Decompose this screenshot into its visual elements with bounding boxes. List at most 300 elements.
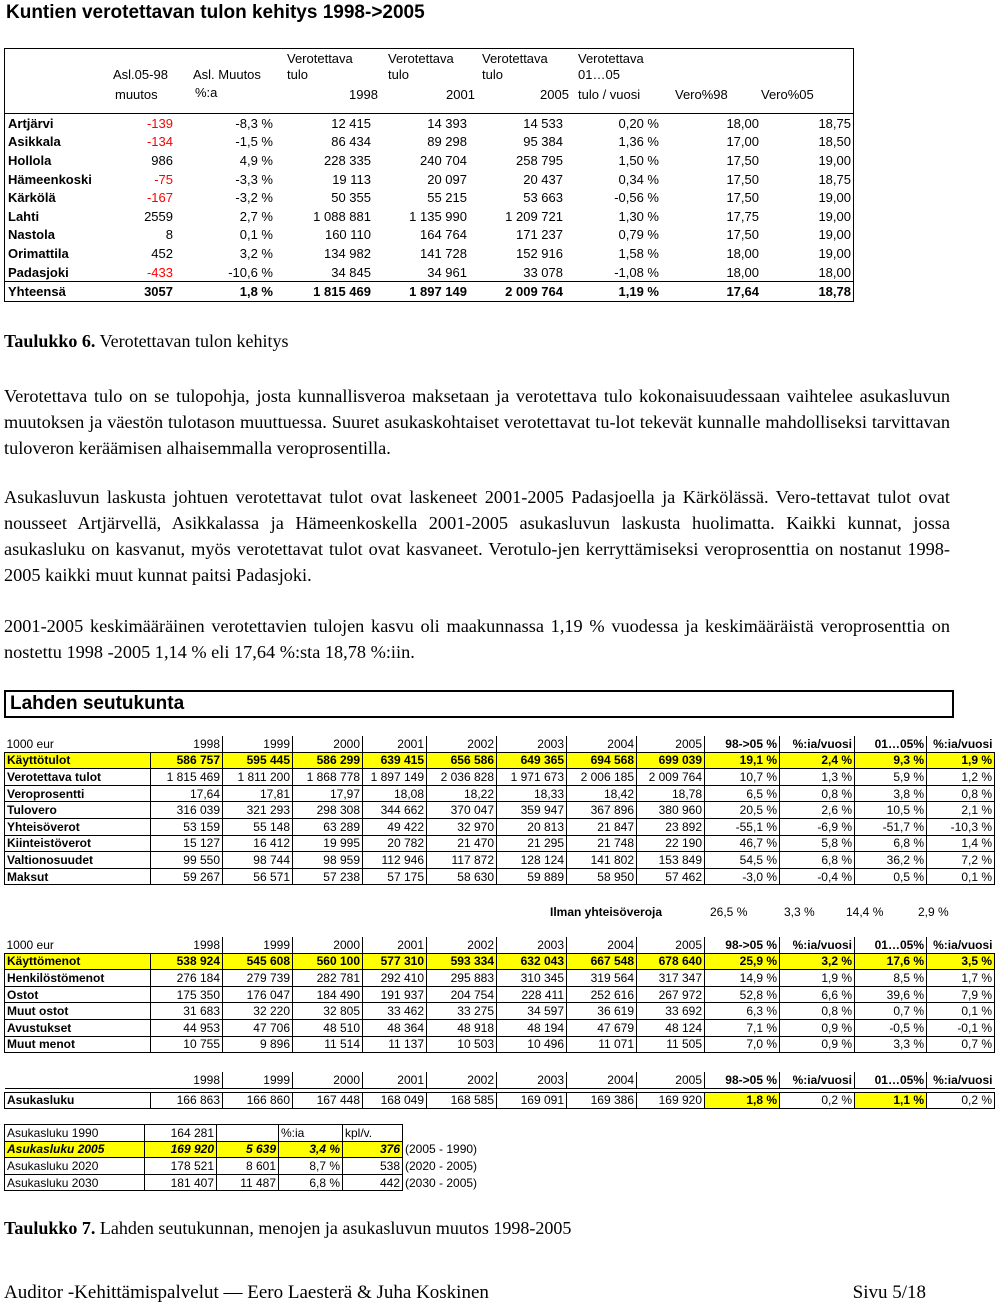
column-header: 2002 xyxy=(427,937,497,953)
table-cell: 1 088 881 xyxy=(313,208,371,224)
table-cell: 20 097 xyxy=(427,171,467,187)
municipality-name: Nastola xyxy=(8,227,55,243)
table-cell: (2005 - 1990) xyxy=(403,1141,497,1158)
table-cell: 252 616 xyxy=(567,986,637,1003)
col-header-asl-change: Asl.05-98 xyxy=(113,67,168,82)
table-cell: 2 006 185 xyxy=(567,769,637,786)
table-cell: 167 448 xyxy=(293,1092,363,1109)
table-cell: 17,00 xyxy=(726,134,759,150)
expense-row xyxy=(5,970,995,987)
table-cell: 2 036 828 xyxy=(427,769,497,786)
table-cell: 1 209 721 xyxy=(505,208,563,224)
column-header: 1999 xyxy=(223,937,293,953)
table-cell: 176 047 xyxy=(223,986,293,1003)
table-cell: 19,00 xyxy=(818,245,851,261)
table-cell: 55 148 xyxy=(223,818,293,835)
table-cell: 6,6 % xyxy=(780,986,855,1003)
table-cell: 164 764 xyxy=(420,227,467,243)
table-cell: 18,42 xyxy=(567,785,637,802)
municipality-row xyxy=(5,207,853,226)
table-cell: 321 293 xyxy=(223,802,293,819)
table-cell: 53 663 xyxy=(523,190,563,206)
table-cell: 33 692 xyxy=(637,1003,705,1020)
footer-authors: Auditor -Kehittämispalvelut — Eero Laesterä & Juha Koskinen xyxy=(4,1282,489,1303)
table-cell: 16 412 xyxy=(223,835,293,852)
table-cell: 656 586 xyxy=(427,752,497,769)
table-cell: 166 863 xyxy=(151,1092,223,1109)
header-row xyxy=(5,937,995,953)
table-cell: -8,3 % xyxy=(235,115,273,131)
table-cell: %:ia xyxy=(279,1125,343,1142)
table-cell: 19,00 xyxy=(818,227,851,243)
table-cell: 99 550 xyxy=(151,852,223,869)
table-cell: 20 813 xyxy=(497,818,567,835)
column-header xyxy=(5,1072,151,1088)
column-header: 1998 xyxy=(151,1072,223,1088)
table-cell: 21 470 xyxy=(427,835,497,852)
column-header: 01…05% xyxy=(855,937,927,953)
table-cell: -0,4 % xyxy=(780,868,855,885)
table-cell: 89 298 xyxy=(427,134,467,150)
table-cell: 59 889 xyxy=(497,868,567,885)
table-cell: 56 571 xyxy=(223,868,293,885)
table-cell: 1 897 149 xyxy=(373,282,469,302)
table-cell: 1,8 % xyxy=(705,1092,780,1109)
table-cell: 1 971 673 xyxy=(497,769,567,786)
table-cell: 152 916 xyxy=(516,245,563,261)
table-cell xyxy=(217,1125,279,1142)
tax-income-table-header: Asl.05-98 muutos Asl. Muutos %:a Verotettava tulo 1998 Verotettava tulo 2001 Verotettava tulo 2005 Verotettava 01…05 tulo / vuosi Vero%98 Vero%05 xyxy=(5,49,853,114)
expenses-table xyxy=(4,937,995,1053)
table-cell: 34 845 xyxy=(331,264,371,280)
expense-row xyxy=(5,1036,995,1053)
table-cell: 442 xyxy=(343,1174,403,1191)
table-cell: 2,4 % xyxy=(780,752,855,769)
table-cell xyxy=(403,1125,497,1142)
table-cell: 1 135 990 xyxy=(409,208,467,224)
table-cell: 32 805 xyxy=(293,1003,363,1020)
footer xyxy=(4,1282,954,1304)
table-cell: 21 748 xyxy=(567,835,637,852)
table-cell: 240 704 xyxy=(420,152,467,168)
table-cell: 11 505 xyxy=(637,1036,705,1053)
table-cell: 678 640 xyxy=(637,953,705,970)
col-header-2005: Verotettava xyxy=(482,51,548,66)
table-cell: 19,1 % xyxy=(705,752,780,769)
table-cell: 295 883 xyxy=(427,970,497,987)
table-cell: 47 706 xyxy=(223,1019,293,1036)
table-cell: 48 364 xyxy=(363,1019,427,1036)
municipality-row xyxy=(5,114,853,133)
table-cell: 0,1 % xyxy=(927,868,995,885)
table-cell: 98 744 xyxy=(223,852,293,869)
table-cell: 595 445 xyxy=(223,752,293,769)
table-cell: 560 100 xyxy=(293,953,363,970)
table-cell: 47 679 xyxy=(567,1019,637,1036)
column-header: 2005 xyxy=(637,937,705,953)
expense-row xyxy=(5,1003,995,1020)
table-cell: -51,7 % xyxy=(855,818,927,835)
table-cell: 258 795 xyxy=(516,152,563,168)
table-cell: -10,3 % xyxy=(927,818,995,835)
column-header: 01…05% xyxy=(855,1072,927,1088)
population-forecast-table xyxy=(4,1124,497,1191)
table-cell: -1,08 % xyxy=(614,264,659,280)
table-cell: 276 184 xyxy=(151,970,223,987)
table-cell: 14 533 xyxy=(523,115,563,131)
table-cell: 7,2 % xyxy=(927,852,995,869)
table-cell: 1,9 % xyxy=(780,970,855,987)
income-row xyxy=(5,785,995,802)
table-cell: 667 548 xyxy=(567,953,637,970)
table-cell: 48 510 xyxy=(293,1019,363,1036)
table-cell: 5 639 xyxy=(217,1141,279,1158)
table-cell: 169 386 xyxy=(567,1092,637,1109)
column-header: 01…05% xyxy=(855,736,927,752)
table-cell: 141 802 xyxy=(567,852,637,869)
table-cell: 17,81 xyxy=(223,785,293,802)
table-cell: 112 946 xyxy=(363,852,427,869)
table-cell: 15 127 xyxy=(151,835,223,852)
table-cell: 168 049 xyxy=(363,1092,427,1109)
table-cell: 5,8 % xyxy=(780,835,855,852)
table-cell: 19 113 xyxy=(332,171,371,187)
table-cell: 1,36 % xyxy=(618,134,659,150)
table-cell: 59 267 xyxy=(151,868,223,885)
row-label: Asukasluku xyxy=(5,1092,151,1109)
table-cell: 380 960 xyxy=(637,802,705,819)
table-cell: -6,9 % xyxy=(780,818,855,835)
table-cell: 6,3 % xyxy=(705,1003,780,1020)
table-cell: 8 601 xyxy=(217,1158,279,1175)
table-cell: 17,64 xyxy=(661,282,761,302)
table-cell: 1,4 % xyxy=(927,835,995,852)
table-cell: 632 043 xyxy=(497,953,567,970)
table-cell: 6,5 % xyxy=(705,785,780,802)
table-cell: 34 597 xyxy=(497,1003,567,1020)
row-label: Yhteisöverot xyxy=(5,818,151,835)
table6-caption: Taulukko 6. Verotettavan tulon kehitys xyxy=(4,331,289,351)
row-label: Muut menot xyxy=(5,1036,151,1053)
table-cell: 10,5 % xyxy=(855,802,927,819)
municipality-name: Yhteensä xyxy=(5,282,105,302)
row-label: Käyttötulot xyxy=(5,752,151,769)
table-cell: 63 289 xyxy=(293,818,363,835)
section-heading: Lahden seutukunta xyxy=(4,690,954,718)
expense-row xyxy=(5,1019,995,1036)
table-cell: -3,0 % xyxy=(705,868,780,885)
table-cell: 19,00 xyxy=(818,152,851,168)
table-cell: 18,00 xyxy=(726,245,759,261)
table-cell: 0,34 % xyxy=(618,171,659,187)
table-cell: 49 422 xyxy=(363,818,427,835)
table-cell: 141 728 xyxy=(420,245,467,261)
table-cell: 1,50 % xyxy=(618,152,659,168)
table-cell: 3,5 % xyxy=(927,953,995,970)
municipality-row xyxy=(5,133,853,152)
table-cell: 18,78 xyxy=(637,785,705,802)
table-cell: 52,8 % xyxy=(705,986,780,1003)
total-row xyxy=(5,282,853,302)
municipality-row xyxy=(5,244,853,263)
table-cell: 1,7 % xyxy=(927,970,995,987)
column-header: 2004 xyxy=(567,1072,637,1088)
table-cell: 178 521 xyxy=(145,1158,217,1175)
municipality-name: Lahti xyxy=(8,208,40,224)
header-row xyxy=(5,736,995,752)
table-cell: 14,9 % xyxy=(705,970,780,987)
row-label: Käyttömenot xyxy=(5,953,151,970)
table-cell: (2030 - 2005) xyxy=(405,1175,478,1190)
table-cell: 33 462 xyxy=(363,1003,427,1020)
table-cell: 0,9 % xyxy=(780,1036,855,1053)
table-cell: 7,9 % xyxy=(927,986,995,1003)
paragraph-2: Asukasluvun laskusta johtuen verotettavat tulot ovat laskeneet 2001-2005 Padasjoella ja Kärkölässä. Vero-tettavat tulot ovat nousseet Artjärvellä, Asikkalassa ja Hämeenkoskella 2001-2005 asukasluvun laskusta huolimatta. Kaikki kunnat, jossa asukasluku on kasvanut, myös verotettavat tulot ovat kasvaneet. Verotulo-jen kerryttämiseksi veroprosenttia on nostanut 1998-2005 kaikki muut kunnat paitsi Padasjoki. xyxy=(4,487,950,585)
table-cell: 3,4 % xyxy=(279,1141,343,1158)
table-cell: 2 009 764 xyxy=(637,769,705,786)
table-cell: 370 047 xyxy=(427,802,497,819)
table-cell: 55 215 xyxy=(427,190,467,206)
table-cell: 10 503 xyxy=(427,1036,497,1053)
column-header: %:ia/vuosi xyxy=(780,1072,855,1088)
table-cell: 204 754 xyxy=(427,986,497,1003)
table-cell: 18,00 xyxy=(726,264,759,280)
table-cell: 48 918 xyxy=(427,1019,497,1036)
table-cell: 359 947 xyxy=(497,802,567,819)
table-cell: 98 959 xyxy=(293,852,363,869)
table-cell: 986 xyxy=(151,152,173,168)
table-cell: 2,1 % xyxy=(927,802,995,819)
table-cell: 168 585 xyxy=(427,1092,497,1109)
col-header-2001: Verotettava xyxy=(388,51,454,66)
table-cell: 86 434 xyxy=(331,134,371,150)
table-cell: 57 175 xyxy=(363,868,427,885)
table-cell: 21 295 xyxy=(497,835,567,852)
table-cell: 31 683 xyxy=(151,1003,223,1020)
tax-income-rows xyxy=(5,114,853,301)
table-cell: 4,9 % xyxy=(239,152,273,168)
table-cell: 181 407 xyxy=(145,1174,217,1191)
table-cell: 298 308 xyxy=(293,802,363,819)
table-cell: 0,2 % xyxy=(780,1092,855,1109)
tax-income-table xyxy=(4,48,854,302)
forecast-row xyxy=(5,1125,497,1142)
table-cell: 32 970 xyxy=(427,818,497,835)
municipality-name: Asikkala xyxy=(8,134,61,150)
column-header: 2003 xyxy=(497,736,567,752)
table-cell: 46,7 % xyxy=(705,835,780,852)
col-header-tax98: Vero%98 xyxy=(675,87,728,102)
income-row xyxy=(5,802,995,819)
table-cell: 699 039 xyxy=(637,752,705,769)
table-cell: 17,50 xyxy=(726,171,759,187)
table-cell: 1 815 469 xyxy=(275,282,373,302)
table-cell: 8,5 % xyxy=(855,970,927,987)
income-row xyxy=(5,835,995,852)
table-cell: 53 159 xyxy=(151,818,223,835)
table-cell: 0,8 % xyxy=(780,785,855,802)
table-cell: 1 811 200 xyxy=(223,769,293,786)
table-cell: 344 662 xyxy=(363,802,427,819)
table-cell: 316 039 xyxy=(151,802,223,819)
forecast-row xyxy=(5,1141,497,1158)
table-cell: 0,5 % xyxy=(855,868,927,885)
col-header-annual-change: Verotettava xyxy=(578,51,644,66)
table-cell: 6,8 % xyxy=(855,835,927,852)
table-cell: 23 892 xyxy=(637,818,705,835)
table-cell: 10,7 % xyxy=(705,769,780,786)
table-cell: 57 238 xyxy=(293,868,363,885)
municipality-row xyxy=(5,188,853,207)
column-header: 2005 xyxy=(637,1072,705,1088)
table-cell: 0,2 % xyxy=(927,1092,995,1109)
table-cell: 586 299 xyxy=(293,752,363,769)
column-header: 1000 eur xyxy=(5,736,151,752)
table-cell: 1,3 % xyxy=(780,769,855,786)
table-cell: 22 190 xyxy=(637,835,705,852)
row-label: Maksut xyxy=(5,868,151,885)
col-header-1998: Verotettava xyxy=(287,51,353,66)
table-cell: 1,8 % xyxy=(175,282,275,302)
page-number: Sivu 5/18 xyxy=(852,1282,926,1303)
row-label: Veroprosentti xyxy=(5,785,151,802)
table-cell: 538 924 xyxy=(151,953,223,970)
table-cell: 538 xyxy=(343,1158,403,1175)
table-cell: 48 124 xyxy=(637,1019,705,1036)
table-cell: 7,0 % xyxy=(705,1036,780,1053)
table-cell: 267 972 xyxy=(637,986,705,1003)
column-header: %:ia/vuosi xyxy=(780,937,855,953)
forecast-row xyxy=(5,1174,497,1191)
table-cell: 577 310 xyxy=(363,953,427,970)
municipality-name: Orimattila xyxy=(8,245,69,261)
table-cell: 134 982 xyxy=(324,245,371,261)
table-cell: 6,8 % xyxy=(780,852,855,869)
table-cell: 17,50 xyxy=(726,152,759,168)
table-cell: -1,5 % xyxy=(235,134,273,150)
income-row xyxy=(5,818,995,835)
table-cell: 0,8 % xyxy=(927,785,995,802)
table-cell: 0,9 % xyxy=(780,1019,855,1036)
table-cell: 25,9 % xyxy=(705,953,780,970)
table-cell: 18,00 xyxy=(818,264,851,280)
income-row xyxy=(5,769,995,786)
table-cell: 19,00 xyxy=(818,208,851,224)
population-row xyxy=(5,1092,995,1109)
municipality-name: Padasjoki xyxy=(8,264,69,280)
column-header: 2002 xyxy=(427,736,497,752)
table-cell: 169 920 xyxy=(637,1092,705,1109)
table-cell: 1 897 149 xyxy=(363,769,427,786)
table-cell: 21 847 xyxy=(567,818,637,835)
column-header: 1998 xyxy=(151,736,223,752)
column-header: 1999 xyxy=(223,1072,293,1088)
table-cell: 1,19 % xyxy=(565,282,661,302)
table-cell: 17,97 xyxy=(293,785,363,802)
table-cell: 7,1 % xyxy=(705,1019,780,1036)
table-cell: 8,7 % xyxy=(279,1158,343,1175)
table-cell: 153 849 xyxy=(637,852,705,869)
table-cell: 12 415 xyxy=(331,115,371,131)
table-cell: 0,20 % xyxy=(618,115,659,131)
table-cell: -3,3 % xyxy=(235,171,273,187)
table-cell: 0,1 % xyxy=(927,1003,995,1020)
table-cell: 452 xyxy=(151,245,173,261)
row-label: Muut ostot xyxy=(5,1003,151,1020)
table-cell: 14 393 xyxy=(427,115,467,131)
column-header: %:ia/vuosi xyxy=(927,937,995,953)
table-cell: 545 608 xyxy=(223,953,293,970)
expense-row xyxy=(5,953,995,970)
table-cell: 2,6 % xyxy=(780,802,855,819)
column-header: 2000 xyxy=(293,736,363,752)
table-cell: 17,75 xyxy=(726,208,759,224)
table-cell: 228 411 xyxy=(497,986,567,1003)
column-header: 2004 xyxy=(567,937,637,953)
table-cell: 18,22 xyxy=(427,785,497,802)
table-cell: 171 237 xyxy=(516,227,563,243)
table-cell: 282 781 xyxy=(293,970,363,987)
page-title: Kuntien verotettavan tulon kehitys 1998->2005 xyxy=(6,2,425,23)
table-cell: -139 xyxy=(146,115,173,131)
row-label: Tulovero xyxy=(5,802,151,819)
table-cell: 279 739 xyxy=(223,970,293,987)
table-cell: -134 xyxy=(146,134,173,150)
table-cell: 3,2 % xyxy=(780,953,855,970)
row-label: Asukasluku 2005 xyxy=(5,1141,145,1158)
table-cell: 11 514 xyxy=(293,1036,363,1053)
table-cell: -10,6 % xyxy=(228,264,273,280)
column-header: %:ia/vuosi xyxy=(780,736,855,752)
table-cell: kpl/v. xyxy=(343,1125,403,1142)
table-cell: 33 275 xyxy=(427,1003,497,1020)
column-header: 2003 xyxy=(497,1072,567,1088)
table-cell: 1,2 % xyxy=(927,769,995,786)
table-cell: -433 xyxy=(146,264,173,280)
income-row xyxy=(5,852,995,869)
expense-row xyxy=(5,986,995,1003)
table-cell: 1 868 778 xyxy=(293,769,363,786)
table-cell: 3,8 % xyxy=(855,785,927,802)
column-header: 98->05 % xyxy=(705,736,780,752)
no-corp-tax-label: Ilman yhteisöveroja xyxy=(550,905,663,919)
table-cell: 36 619 xyxy=(567,1003,637,1020)
table-cell: 376 xyxy=(343,1141,403,1158)
table-cell: 8 xyxy=(165,227,173,243)
table-cell: 191 937 xyxy=(363,986,427,1003)
table-cell: 11 137 xyxy=(363,1036,427,1053)
table-cell: -0,1 % xyxy=(927,1019,995,1036)
table-cell: 18,75 xyxy=(818,171,851,187)
municipality-name: Artjärvi xyxy=(8,115,54,131)
table-cell: 3,2 % xyxy=(239,245,273,261)
table-cell: 228 335 xyxy=(324,152,371,168)
table-cell: 18,50 xyxy=(818,134,851,150)
table-cell: (2020 - 2005) xyxy=(405,1158,478,1173)
table-cell: 20 437 xyxy=(523,171,563,187)
table-cell: 20 782 xyxy=(363,835,427,852)
table-cell: 175 350 xyxy=(151,986,223,1003)
table-cell: 2,7 % xyxy=(239,208,273,224)
table-cell: 18,33 xyxy=(497,785,567,802)
table-cell: 1 815 469 xyxy=(151,769,223,786)
column-header: 2004 xyxy=(567,736,637,752)
municipality-row xyxy=(5,151,853,170)
table7-caption: Taulukko 7. Lahden seutukunnan, menojen ja asukasluvun muutos 1998-2005 xyxy=(4,1218,572,1238)
column-header: 2001 xyxy=(363,736,427,752)
column-header: %:ia/vuosi xyxy=(927,1072,995,1088)
row-label: Avustukset xyxy=(5,1019,151,1036)
